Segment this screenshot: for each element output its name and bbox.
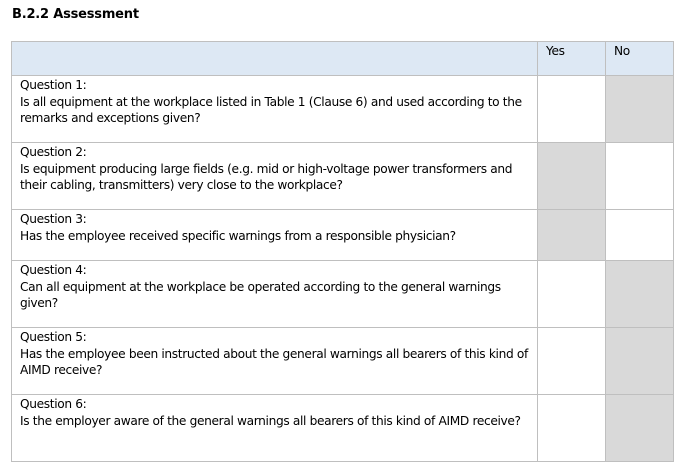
table-header-row — [12, 42, 674, 76]
header-yes: Yes — [538, 42, 606, 76]
yes-answer-cell-shaded — [538, 210, 606, 261]
no-answer-cell-shaded — [606, 76, 674, 143]
question-cell — [12, 210, 538, 261]
assessment-table — [11, 41, 674, 462]
question-number: Question 5: — [20, 330, 87, 344]
header-question — [12, 42, 538, 76]
table-row — [12, 210, 674, 261]
question-text: Is the employer aware of the general warnings all bearers of this kind of AIMD receive? — [20, 413, 521, 428]
table-row — [12, 261, 674, 328]
question-cell — [12, 395, 538, 462]
yes-answer-cell[interactable] — [538, 261, 606, 328]
yes-answer-cell[interactable] — [538, 328, 606, 395]
yes-answer-cell-shaded — [538, 143, 606, 210]
yes-answer-cell[interactable] — [538, 76, 606, 143]
question-number: Question 4: — [20, 263, 87, 277]
question-text: Can all equipment at the workplace be operated according to the general warnings given? — [20, 279, 501, 310]
no-answer-cell[interactable] — [606, 210, 674, 261]
question-cell — [12, 143, 538, 210]
no-answer-cell-shaded — [606, 328, 674, 395]
question-number: Question 6: — [20, 397, 87, 411]
no-answer-cell[interactable] — [606, 143, 674, 210]
question-cell — [12, 76, 538, 143]
question-number: Question 1: — [20, 78, 87, 92]
question-text: Is all equipment at the workplace listed in Table 1 (Clause 6) and used according to the remarks and exceptions given? — [20, 94, 522, 125]
no-answer-cell-shaded — [606, 261, 674, 328]
yes-answer-cell[interactable] — [538, 395, 606, 462]
header-no: No — [606, 42, 674, 76]
question-cell — [12, 261, 538, 328]
question-text: Has the employee received specific warnings from a responsible physician? — [20, 228, 456, 243]
section-heading: B.2.2 Assessment — [12, 7, 139, 22]
table-row — [12, 143, 674, 210]
table-row — [12, 76, 674, 143]
question-number: Question 3: — [20, 212, 87, 226]
question-text: Has the employee been instructed about the general warnings all bearers of this kind of AIMD receive? — [20, 346, 528, 377]
question-number: Question 2: — [20, 145, 87, 159]
question-text: Is equipment producing large fields (e.g. mid or high-voltage power transformers and their cabling, transmitters) very close to the workplace? — [20, 161, 513, 192]
table-row — [12, 395, 674, 462]
no-answer-cell-shaded — [606, 395, 674, 462]
table-row — [12, 328, 674, 395]
question-cell — [12, 328, 538, 395]
